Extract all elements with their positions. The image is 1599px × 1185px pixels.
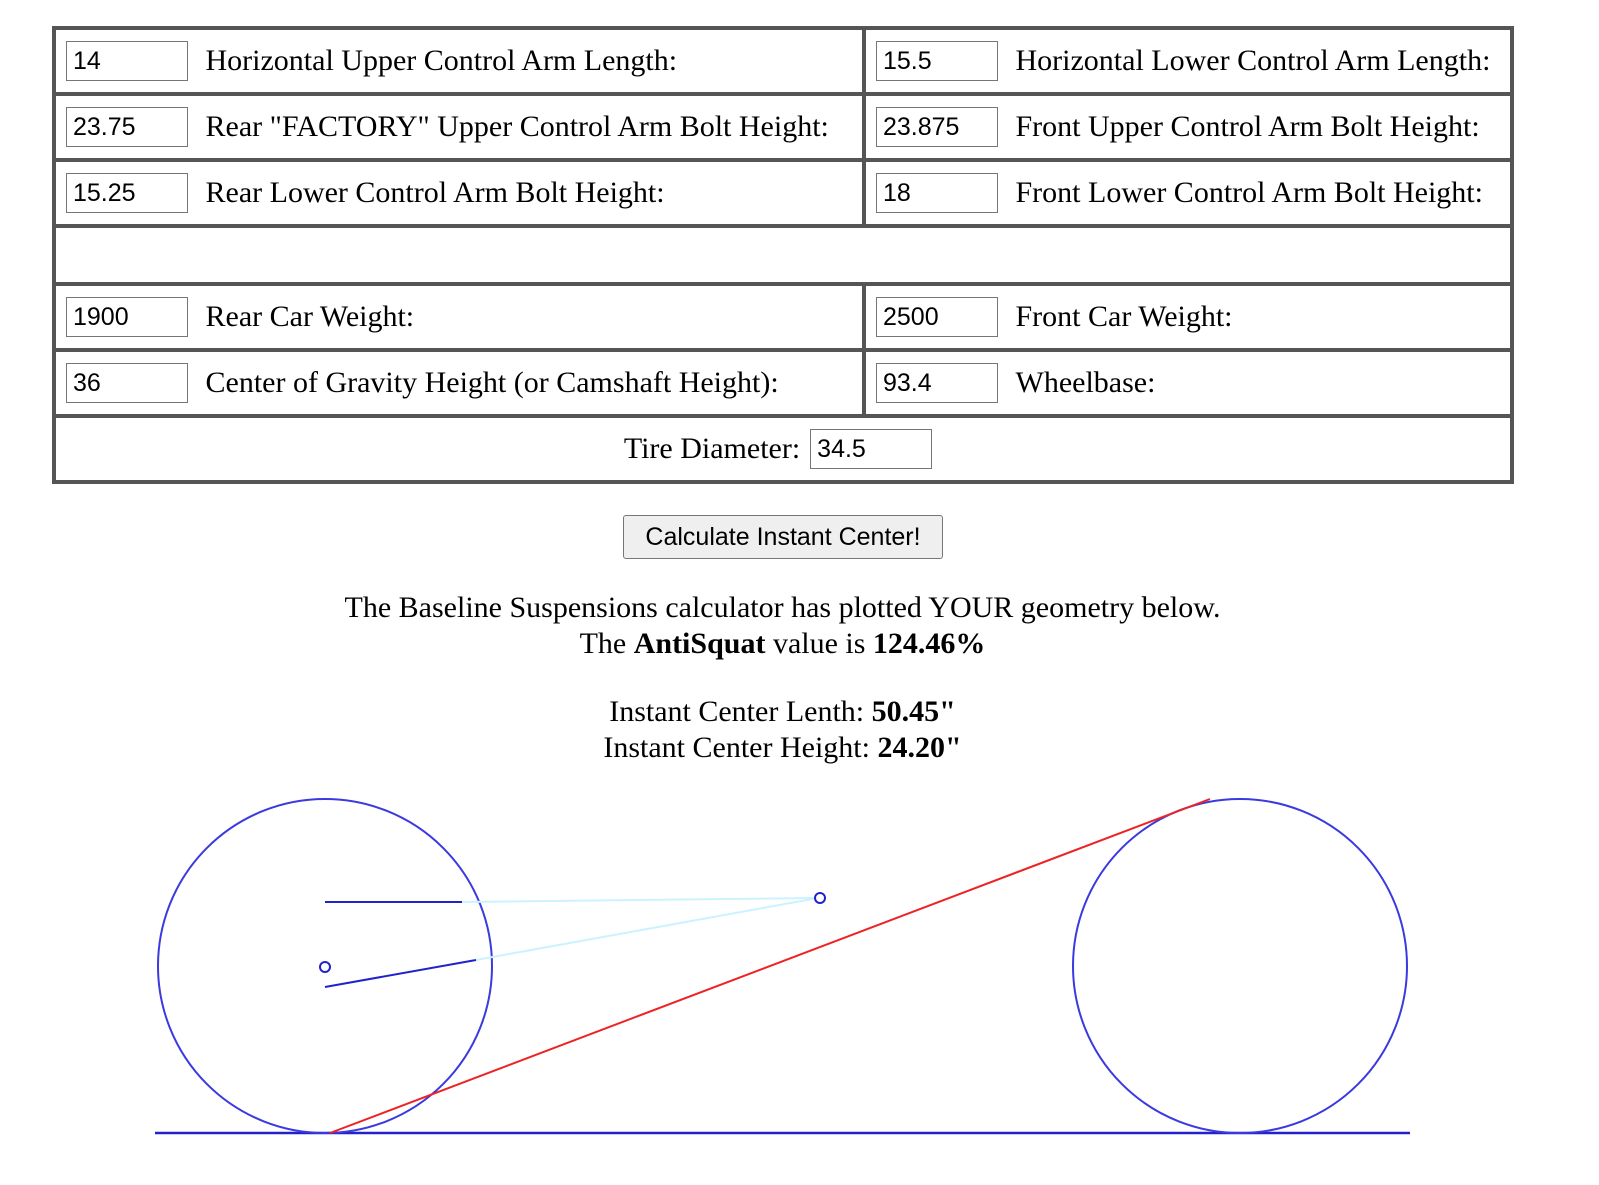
front-lower-bolt-height-label: Front Lower Control Arm Bolt Height:: [1015, 176, 1483, 209]
cg-height-input[interactable]: [66, 363, 188, 403]
antisquat-prefix: The: [579, 627, 634, 660]
spacer-row: [54, 226, 1512, 284]
antisquat-line: [330, 799, 1210, 1133]
front-weight-label: Front Car Weight:: [1015, 300, 1233, 333]
calculate-instant-center-button[interactable]: Calculate Instant Center!: [623, 515, 943, 559]
lower-arm-projection-line: [476, 898, 818, 960]
antisquat-term: AntiSquat: [633, 627, 766, 660]
front-upper-bolt-height-input[interactable]: [876, 107, 998, 147]
antisquat-value: 124.46%: [872, 627, 986, 660]
input-table: [52, 26, 1514, 484]
results-section: [0, 590, 1565, 766]
cell-front-upper-bolt-height: [864, 94, 1512, 160]
tire-diameter-input[interactable]: [810, 429, 932, 469]
lower-control-arm-line: [325, 960, 476, 987]
rear-weight-label: Rear Car Weight:: [205, 300, 415, 333]
cell-lower-arm-length: [864, 28, 1512, 94]
ic-height-label: Instant Center Height:: [603, 731, 878, 764]
cell-rear-lower-bolt-height: [54, 160, 864, 226]
upper-arm-length-label: Horizontal Upper Control Arm Length:: [205, 44, 678, 77]
ic-length-line: [0, 694, 1565, 730]
front-upper-bolt-height-label: Front Upper Control Arm Bolt Height:: [1015, 110, 1480, 143]
tire-diameter-label: Tire Diameter:: [623, 432, 801, 465]
upper-arm-projection-line: [462, 898, 818, 902]
instant-center-marker: [815, 893, 825, 903]
cell-upper-arm-length: [54, 28, 864, 94]
antisquat-line: [0, 626, 1565, 662]
upper-arm-length-input[interactable]: [66, 41, 188, 81]
results-gap: [0, 662, 1565, 694]
lower-arm-length-input[interactable]: [876, 41, 998, 81]
wheelbase-label: Wheelbase:: [1015, 366, 1156, 399]
cell-front-lower-bolt-height: [864, 160, 1512, 226]
rear-lower-bolt-height-label: Rear Lower Control Arm Bolt Height:: [205, 176, 665, 209]
rear-upper-bolt-height-label: Rear "FACTORY" Upper Control Arm Bolt Height:: [205, 110, 829, 143]
ic-height-value: 24.20": [877, 731, 962, 764]
cell-front-weight: [864, 284, 1512, 350]
cell-wheelbase: [864, 350, 1512, 416]
results-intro: The Baseline Suspensions calculator has plotted YOUR geometry below.: [344, 591, 1221, 624]
cell-rear-weight: [54, 284, 864, 350]
cg-height-label: Center of Gravity Height (or Camshaft Height):: [205, 366, 779, 399]
cell-cg-height: [54, 350, 864, 416]
lower-arm-length-label: Horizontal Lower Control Arm Length:: [1015, 44, 1491, 77]
front-weight-input[interactable]: [876, 297, 998, 337]
front-lower-bolt-height-input[interactable]: [876, 173, 998, 213]
rear-upper-bolt-height-input[interactable]: [66, 107, 188, 147]
ic-height-line: [0, 730, 1565, 766]
cell-tire-diameter: [54, 416, 1512, 482]
ic-length-label: Instant Center Lenth:: [609, 695, 872, 728]
rear-lower-bolt-height-input[interactable]: [66, 173, 188, 213]
rear-axle-marker: [320, 962, 330, 972]
cell-rear-upper-bolt-height: [54, 94, 864, 160]
rear-weight-input[interactable]: [66, 297, 188, 337]
suspension-geometry-diagram: [0, 780, 1599, 1160]
antisquat-mid: value is: [765, 627, 873, 660]
ic-length-value: 50.45": [871, 695, 956, 728]
wheelbase-input[interactable]: [876, 363, 998, 403]
front-wheel-circle: [1073, 799, 1407, 1133]
